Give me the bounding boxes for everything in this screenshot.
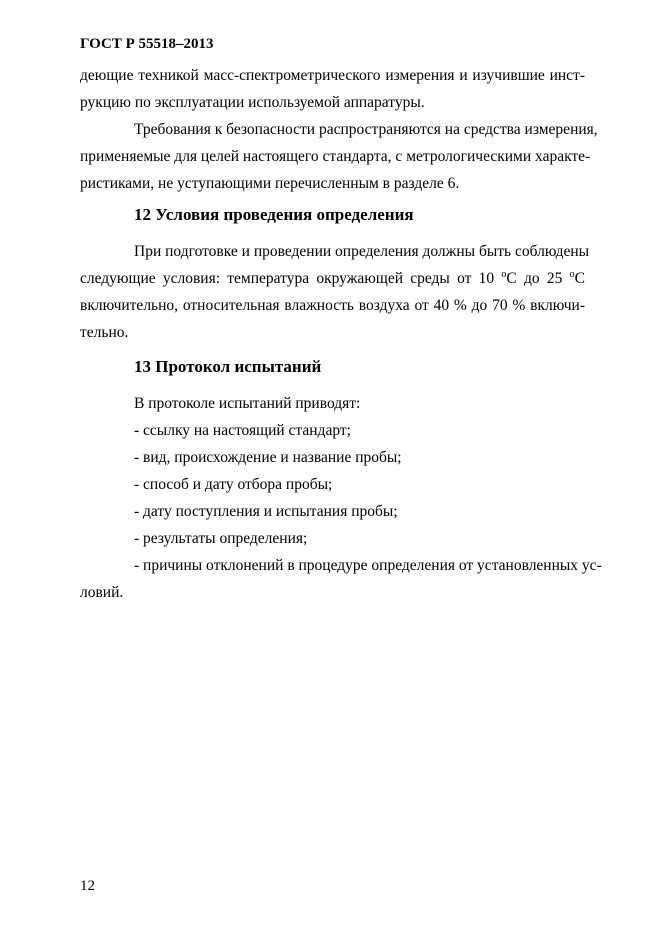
list-item: - результаты определения;	[134, 530, 308, 547]
list-item: - дату поступления и испытания пробы;	[134, 503, 398, 520]
page-number: 12	[80, 878, 95, 894]
paragraph-line: применяемые для целей настоящего стандарта, с метрологическими характе-	[80, 148, 591, 165]
section-12-paragraph	[80, 238, 590, 346]
paragraph-line: ристиками, не уступающими перечисленным в разделе 6.	[80, 175, 460, 192]
list-item-continuation: ловий.	[80, 584, 124, 601]
paragraph-line-with-temperature	[80, 265, 585, 292]
safety-paragraph	[80, 116, 598, 197]
list-intro: В протоколе испытаний приводят:	[134, 395, 361, 412]
document-code-header: ГОСТ Р 55518–2013	[80, 36, 214, 52]
paragraph-line: При подготовке и проведении определения должны быть соблюдены	[134, 243, 590, 260]
paragraph-line: деющие техникой масс-спектрометрического измерения и изучившие инст-	[80, 67, 585, 84]
list-item: - вид, происхождение и название пробы;	[134, 449, 402, 466]
list-item: - способ и дату отбора пробы;	[134, 476, 333, 493]
section-13-list	[80, 390, 602, 606]
list-item: - ссылку на настоящий стандарт;	[134, 422, 351, 439]
paragraph-line: Требования к безопасности распространяются на средства измерения,	[134, 121, 598, 138]
degree-symbol: о	[569, 269, 575, 280]
temperature-text-part: С до 25	[506, 270, 570, 287]
paragraph-line: рукцию по эксплуатации используемой аппаратуры.	[80, 94, 425, 111]
section-13-heading: 13 Протокол испытаний	[134, 357, 322, 376]
degree-symbol: о	[501, 269, 507, 280]
paragraph-line: тельно.	[80, 324, 129, 341]
intro-paragraph	[80, 62, 585, 116]
section-12-heading: 12 Условия проведения определения	[134, 205, 414, 224]
list-item: - причины отклонений в процедуре определения от установленных ус-	[134, 557, 602, 574]
temperature-text-part: следующие условия: температура окружающей среды от 10	[80, 270, 502, 287]
temperature-text-part: С	[574, 270, 585, 287]
paragraph-line: включительно, относительная влажность воздуха от 40 % до 70 % включи-	[80, 297, 585, 314]
